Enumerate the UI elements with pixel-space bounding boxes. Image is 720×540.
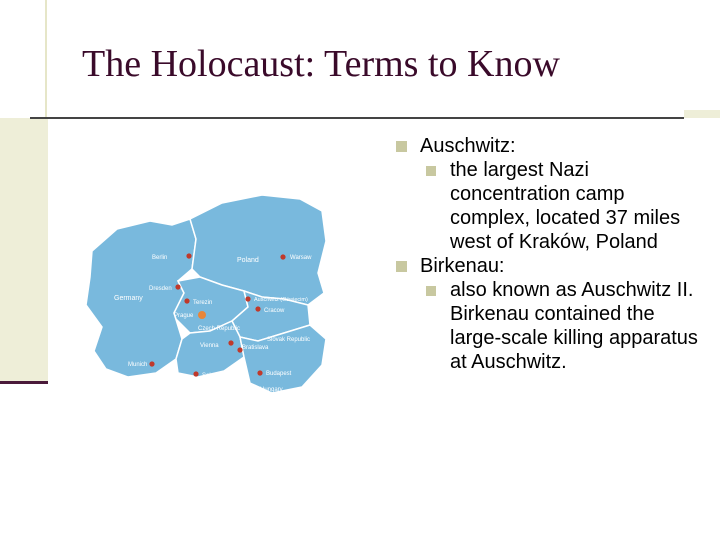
bullet-list: [394, 134, 704, 374]
bullet-term: Birkenau:: [420, 255, 505, 277]
map-label-warsaw: Warsaw: [290, 255, 312, 261]
sub-bullet-birkenau: [394, 278, 704, 374]
square-bullet-icon: [426, 166, 436, 176]
city-dot-vienna: [228, 340, 233, 345]
map-label-budapest: Budapest: [266, 371, 292, 377]
city-dot-munich: [149, 361, 154, 366]
city-dot-warsaw: [280, 254, 285, 259]
map-label-auschwitz: Auschwitz (Oświęcim): [254, 297, 308, 303]
city-dot-cracow: [255, 306, 260, 311]
sub-bullet-auschwitz: [394, 158, 704, 254]
city-dot-terezin: [184, 298, 189, 303]
city-dot-prague: [198, 311, 206, 319]
map-label-germany: Germany: [114, 295, 143, 302]
title-divider: [30, 117, 684, 119]
map-label-munich: Munich: [128, 362, 148, 368]
bullet-auschwitz: [394, 134, 704, 158]
map-label-poland: Poland: [237, 257, 259, 264]
map-label-vienna: Vienna: [200, 343, 219, 349]
slide-title: The Holocaust: Terms to Know: [82, 43, 560, 85]
map-label-terezin: Terezin: [193, 300, 213, 306]
decorative-side-bar-edge: [0, 381, 48, 384]
map-label-cracow: Cracow: [264, 308, 285, 314]
city-dot-budapest: [257, 370, 262, 375]
map-label-berlin: Berlin: [152, 255, 168, 261]
city-dot-salzburg: [193, 371, 198, 376]
bullet-term: Auschwitz:: [420, 135, 516, 157]
city-dot-auschwitz: [245, 296, 250, 301]
map-label-austria: Austria: [172, 384, 191, 390]
sub-bullet-text: the largest Nazi concentration camp complex, located 37 miles west of Kraków, Poland: [450, 159, 681, 253]
sub-bullet-text: also known as Auschwitz II. Birkenau contained the large-scale killing apparatus at Auschwitz.: [450, 279, 698, 373]
map-label-bratislava: Bratislava: [242, 345, 269, 351]
map-label-salzburg: Salzburg: [202, 373, 226, 379]
map-label-slovakia: Slovak Republic: [267, 337, 311, 343]
map-label-prague: Prague: [174, 313, 194, 319]
central-europe-map: [72, 181, 372, 427]
map-label-czech: Czech Republic: [198, 326, 241, 332]
square-bullet-icon: [396, 261, 407, 272]
bullet-birkenau: [394, 254, 704, 278]
map-label-dresden: Dresden: [149, 286, 172, 292]
square-bullet-icon: [396, 141, 407, 152]
decorative-rule: [45, 0, 47, 118]
map-image: [72, 181, 372, 427]
city-dot-dresden: [175, 284, 180, 289]
city-dot-berlin: [186, 253, 191, 258]
map-label-hungary: Hungary: [260, 387, 283, 393]
square-bullet-icon: [426, 286, 436, 296]
decorative-stub: [684, 110, 720, 118]
decorative-side-bar: [0, 118, 48, 383]
